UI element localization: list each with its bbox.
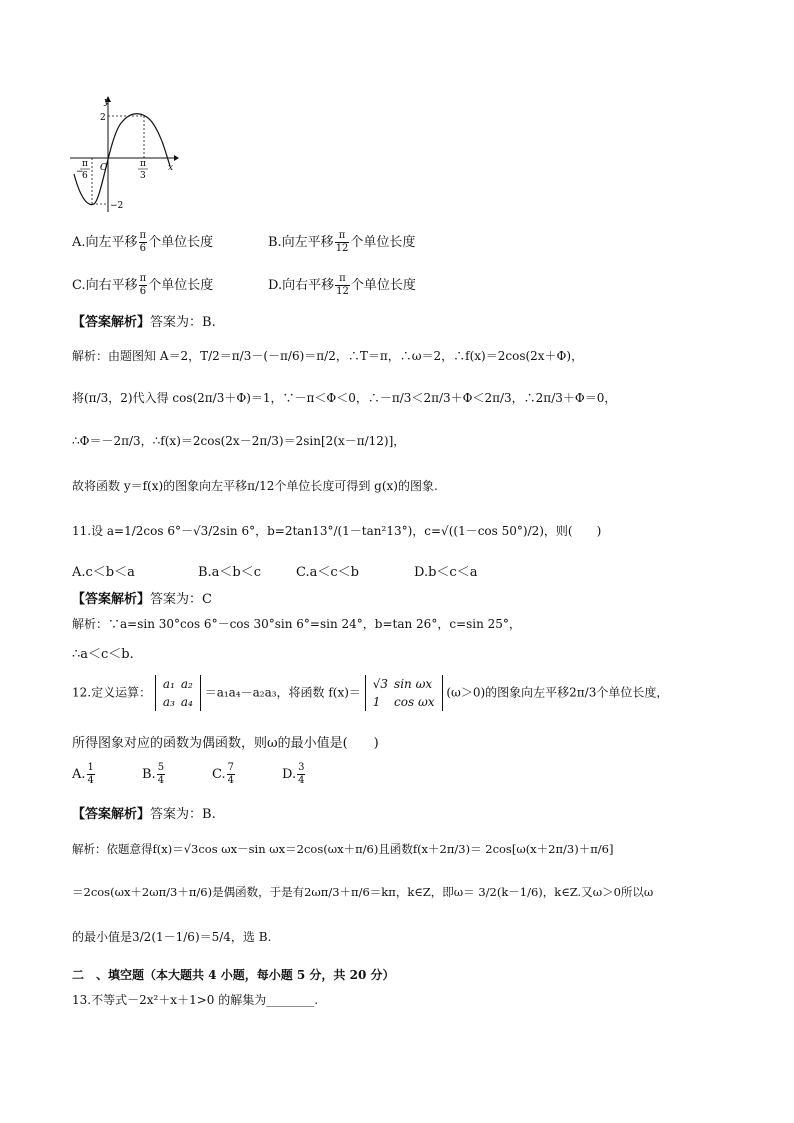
q13-stem: 13.不等式－2x²＋x＋1>0 的解集为________. xyxy=(72,993,319,1007)
q11-option-a: A.c＜b＜a xyxy=(72,565,135,580)
q10-answer: 【答案解析】答案为：B. xyxy=(72,315,216,330)
graph-x-left-sign: − xyxy=(76,167,84,177)
q12-option-a: A. $\frac{1}{4}$ xyxy=(72,762,94,786)
graph-x-left-den: 6 xyxy=(82,171,88,181)
q10-solution-line-3: ∴Φ＝－2π/3，∴f(x)＝2cos(2x－2π/3)＝2sin[2(x－π/12)]， xyxy=(72,434,406,448)
q12-option-c: C. $\frac{7}{4}$ xyxy=(212,762,234,786)
graph-y-label: y xyxy=(104,97,110,107)
determinant-definition: a₁ a₂ a₃ a₄ xyxy=(155,675,201,711)
graph-x-right-num: π xyxy=(140,159,146,169)
q12-solution-line-2: ＝2cos(ωx＋2ωπ/3＋π/6)是偶函数，于是有2ωπ/3＋π/6＝kπ，k∈Z，即ω＝ 3/2(k－1/6)，k∈Z.又ω＞0所以ω xyxy=(72,885,654,899)
q10-option-b: B.向左平移 $\frac{\pi}{12}$ 个单位长度 xyxy=(268,230,416,254)
sine-graph xyxy=(70,94,180,214)
graph-x-right-den: 3 xyxy=(140,171,146,181)
graph-x-label: x xyxy=(168,163,174,173)
q11-option-b: B.a＜b＜c xyxy=(198,565,262,580)
q10-option-c: C.向右平移 $\frac{\pi}{6}$ 个单位长度 xyxy=(72,273,214,297)
q11-stem: 11.设 a=1/2cos 6°－√3/2sin 6°，b=2tan13°/(1－tan²13°)，c=√((1－cos 50°)/2)，则( ) xyxy=(72,524,602,538)
q10-option-d: D.向右平移 $\frac{\pi}{12}$ 个单位长度 xyxy=(268,273,416,297)
q11-solution-line-2: ∴a＜c＜b. xyxy=(72,647,134,662)
q11-option-d: D.b＜c＜a xyxy=(414,565,478,580)
q11-solution-line-1: 解析：∵a=sin 30°cos 6°－cos 30°sin 6°=sin 24°，b=tan 26°，c=sin 25°， xyxy=(72,617,521,631)
q12-solution-line-1: 解析：依题意得f(x)＝√3cos ωx－sin ωx＝2cos(ωx＋π/6)且函数f(x＋2π/3)＝ 2cos[ω(x＋2π/3)＋π/6] xyxy=(72,842,614,856)
q12-answer: 【答案解析】答案为：B. xyxy=(72,807,216,822)
q12-solution-line-3: 的最小值是3/2(1－1/6)＝5/4，选 B. xyxy=(72,930,272,944)
q12-stem-line-2: 所得图象对应的函数为偶函数，则ω的最小值是( ) xyxy=(72,736,379,751)
q12-option-b: B. $\frac{5}{4}$ xyxy=(142,762,165,786)
section-2-title: 二 、填空题（本大题共 4 小题，每小题 5 分，共 20 分） xyxy=(72,968,395,982)
graph-y-max: 2 xyxy=(100,113,106,123)
q12-stem: 12.定义运算： a₁ a₂ a₃ a₄ ＝a₁a₄－a₂a₃，将函数 f(x)＝ √3 sin ωx 1 cos ωx (ω＞0)的图象向左平移2π/3个单位长度， xyxy=(72,677,669,709)
graph-y-min: −2 xyxy=(110,201,124,211)
q10-solution-line-2: 将(π/3，2)代入得 cos(2π/3＋Φ)＝1，∵－π＜Φ＜0，∴－π/3＜2π/3＋Φ＜2π/3，∴2π/3＋Φ＝0， xyxy=(72,391,617,405)
q10-solution-line-4: 故将函数 y＝f(x)的图象向左平移π/12个单位长度可得到 g(x)的图象. xyxy=(72,479,438,493)
graph-origin: O xyxy=(100,163,108,173)
q10-option-a: A.向左平移 $\frac{\pi}{6}$ 个单位长度 xyxy=(72,230,214,254)
graph-x-left-num: π xyxy=(82,159,88,169)
q10-solution-line-1: 解析：由题图知 A＝2，T/2＝π/3－(－π/6)＝π/2，∴T＝π，∴ω＝2，∴f(x)＝2cos(2x＋Φ)， xyxy=(72,349,584,363)
q12-option-d: D. $\frac{3}{4}$ xyxy=(282,762,305,786)
q11-option-c: C.a＜c＜b xyxy=(296,565,359,580)
q11-answer: 【答案解析】答案为：C xyxy=(72,592,212,607)
determinant-function: √3 sin ωx 1 cos ωx xyxy=(365,675,443,711)
